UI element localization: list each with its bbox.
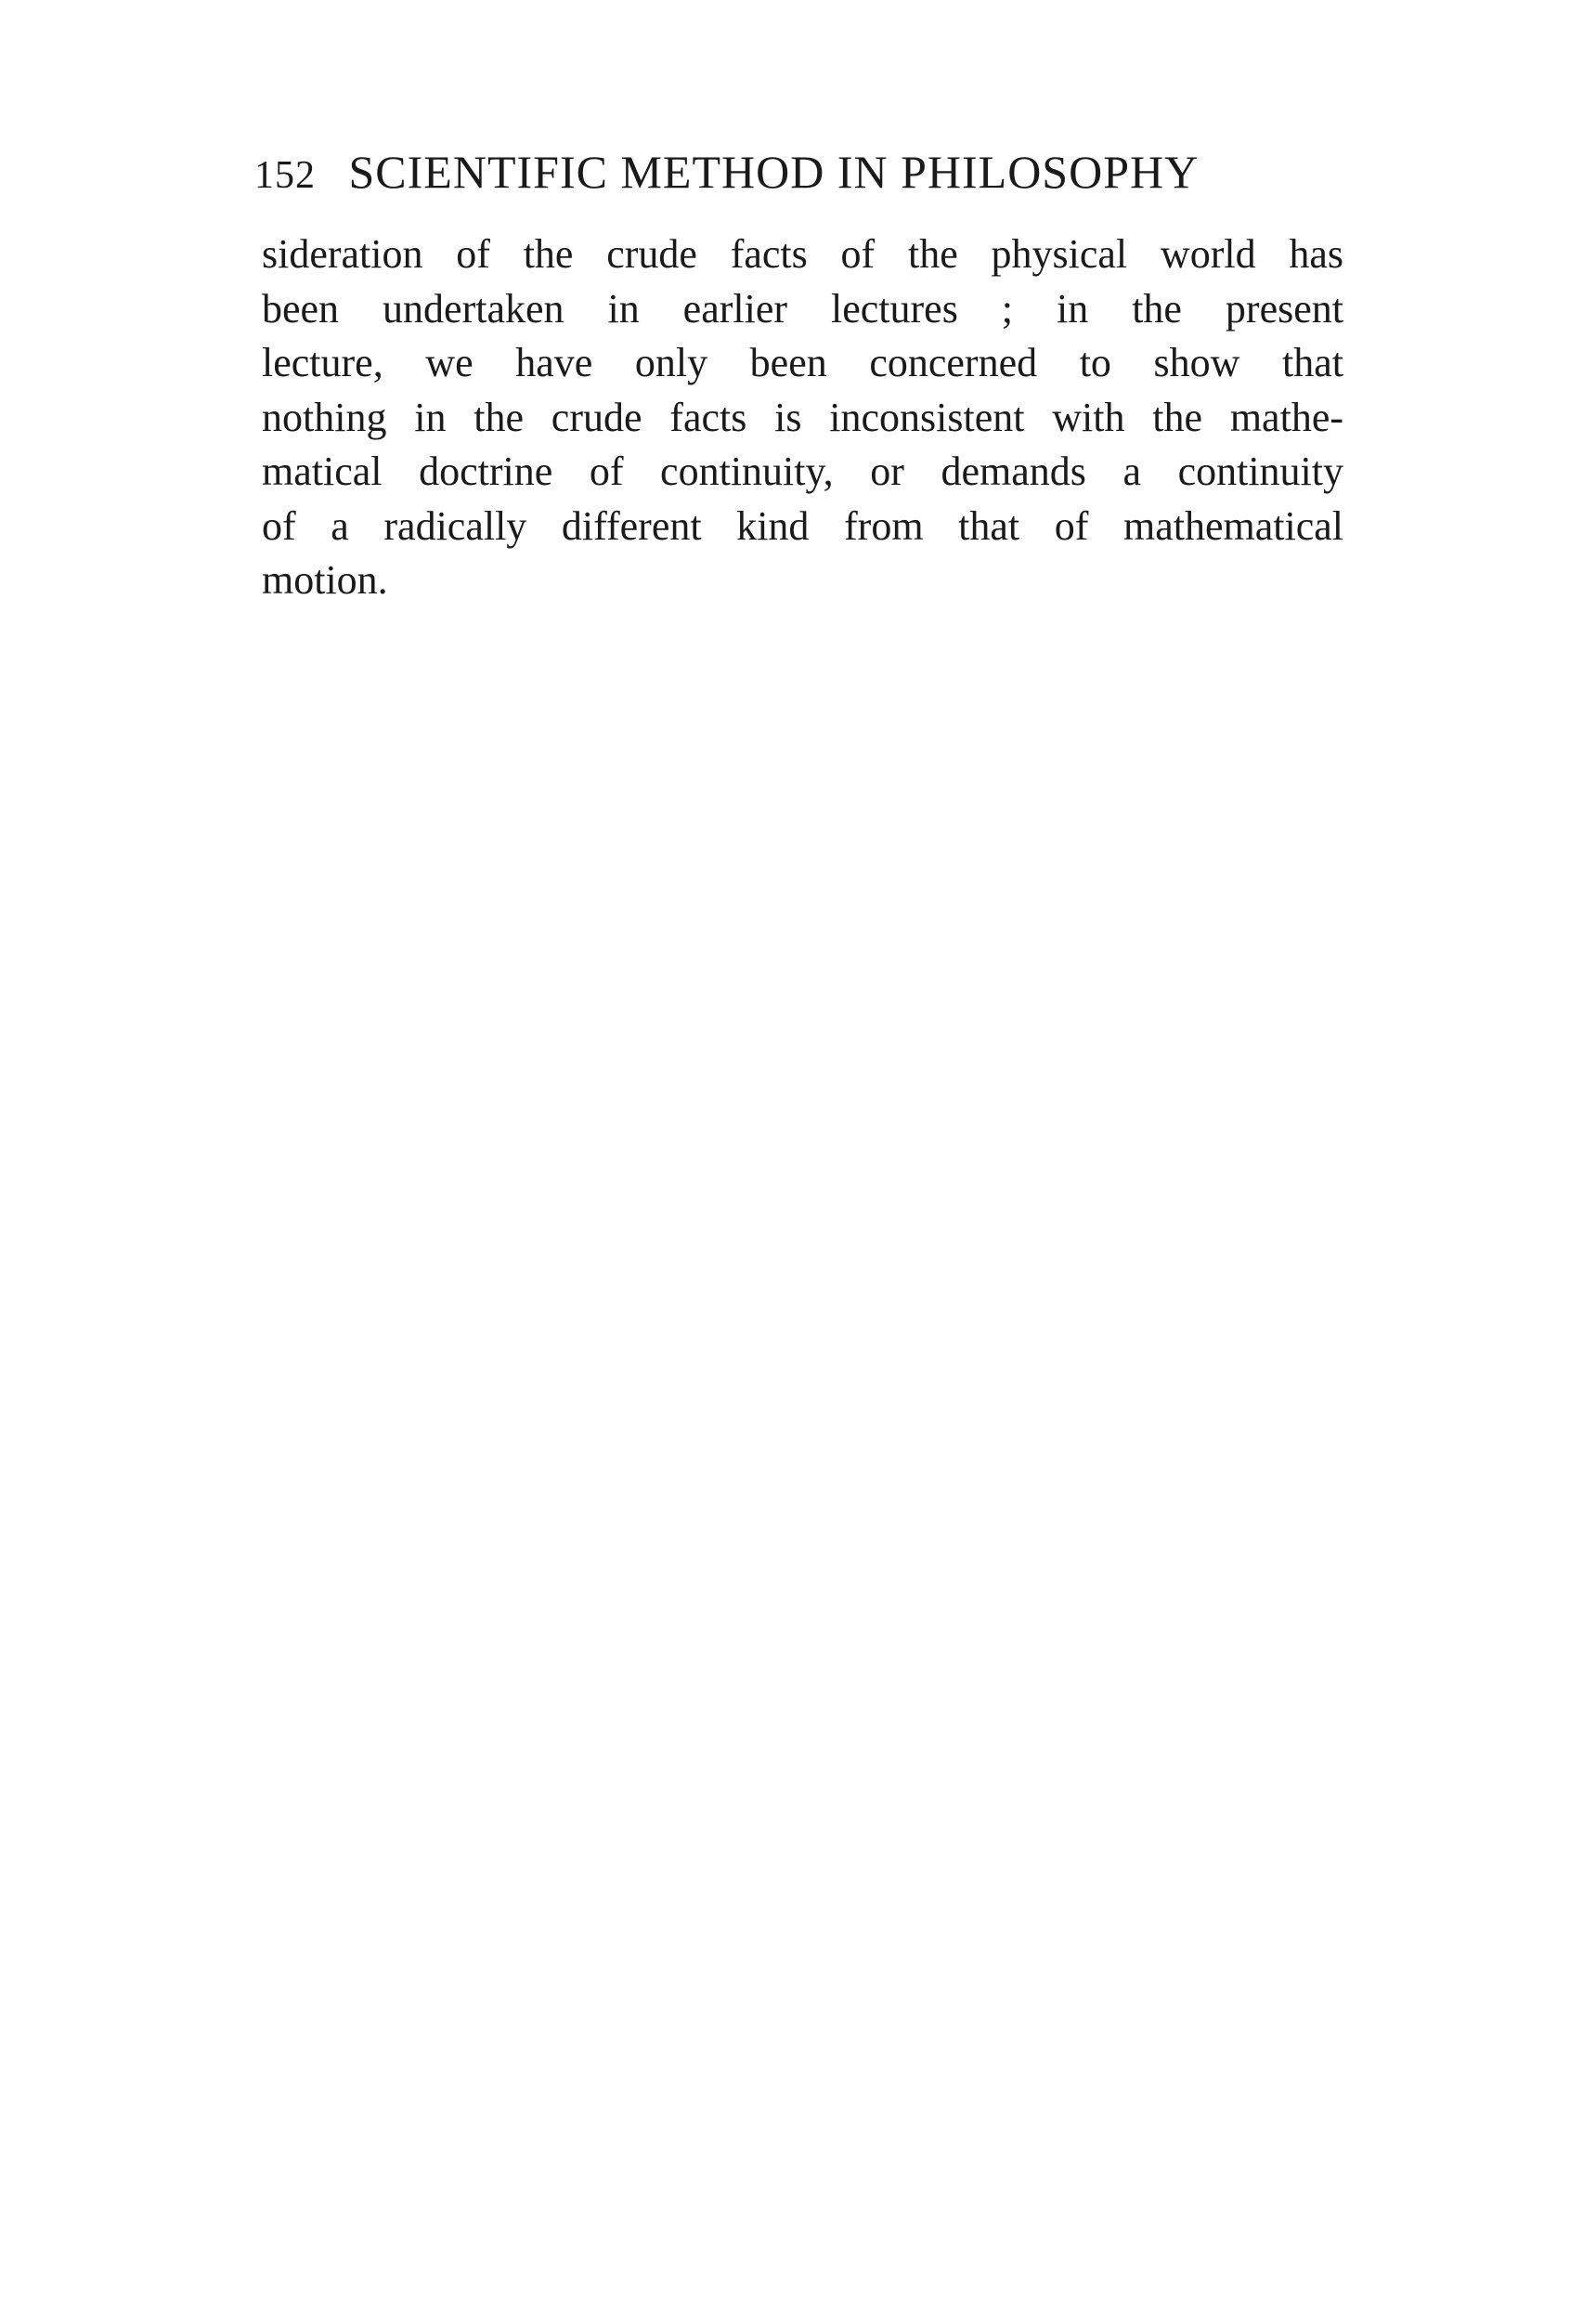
body-paragraph — [262, 228, 1343, 608]
text-line: motion. — [262, 557, 388, 603]
page-number: 152 — [254, 154, 316, 197]
text-line: nothing in the crude facts is inconsistent with the mathe- — [262, 394, 1343, 440]
text-line: matical doctrine of continuity, or demands a continuity — [262, 449, 1343, 494]
running-head — [254, 139, 1345, 204]
text-line: been undertaken in earlier lectures ; in the present — [262, 285, 1343, 332]
running-title: SCIENTIFIC METHOD IN PHILOSOPHY — [348, 146, 1200, 198]
text-line: of a radically different kind from that of mathematical — [262, 502, 1343, 549]
text-line: lecture, we have only been concerned to show that — [262, 340, 1343, 385]
text-line: sideration of the crude facts of the physical world has — [262, 231, 1343, 277]
